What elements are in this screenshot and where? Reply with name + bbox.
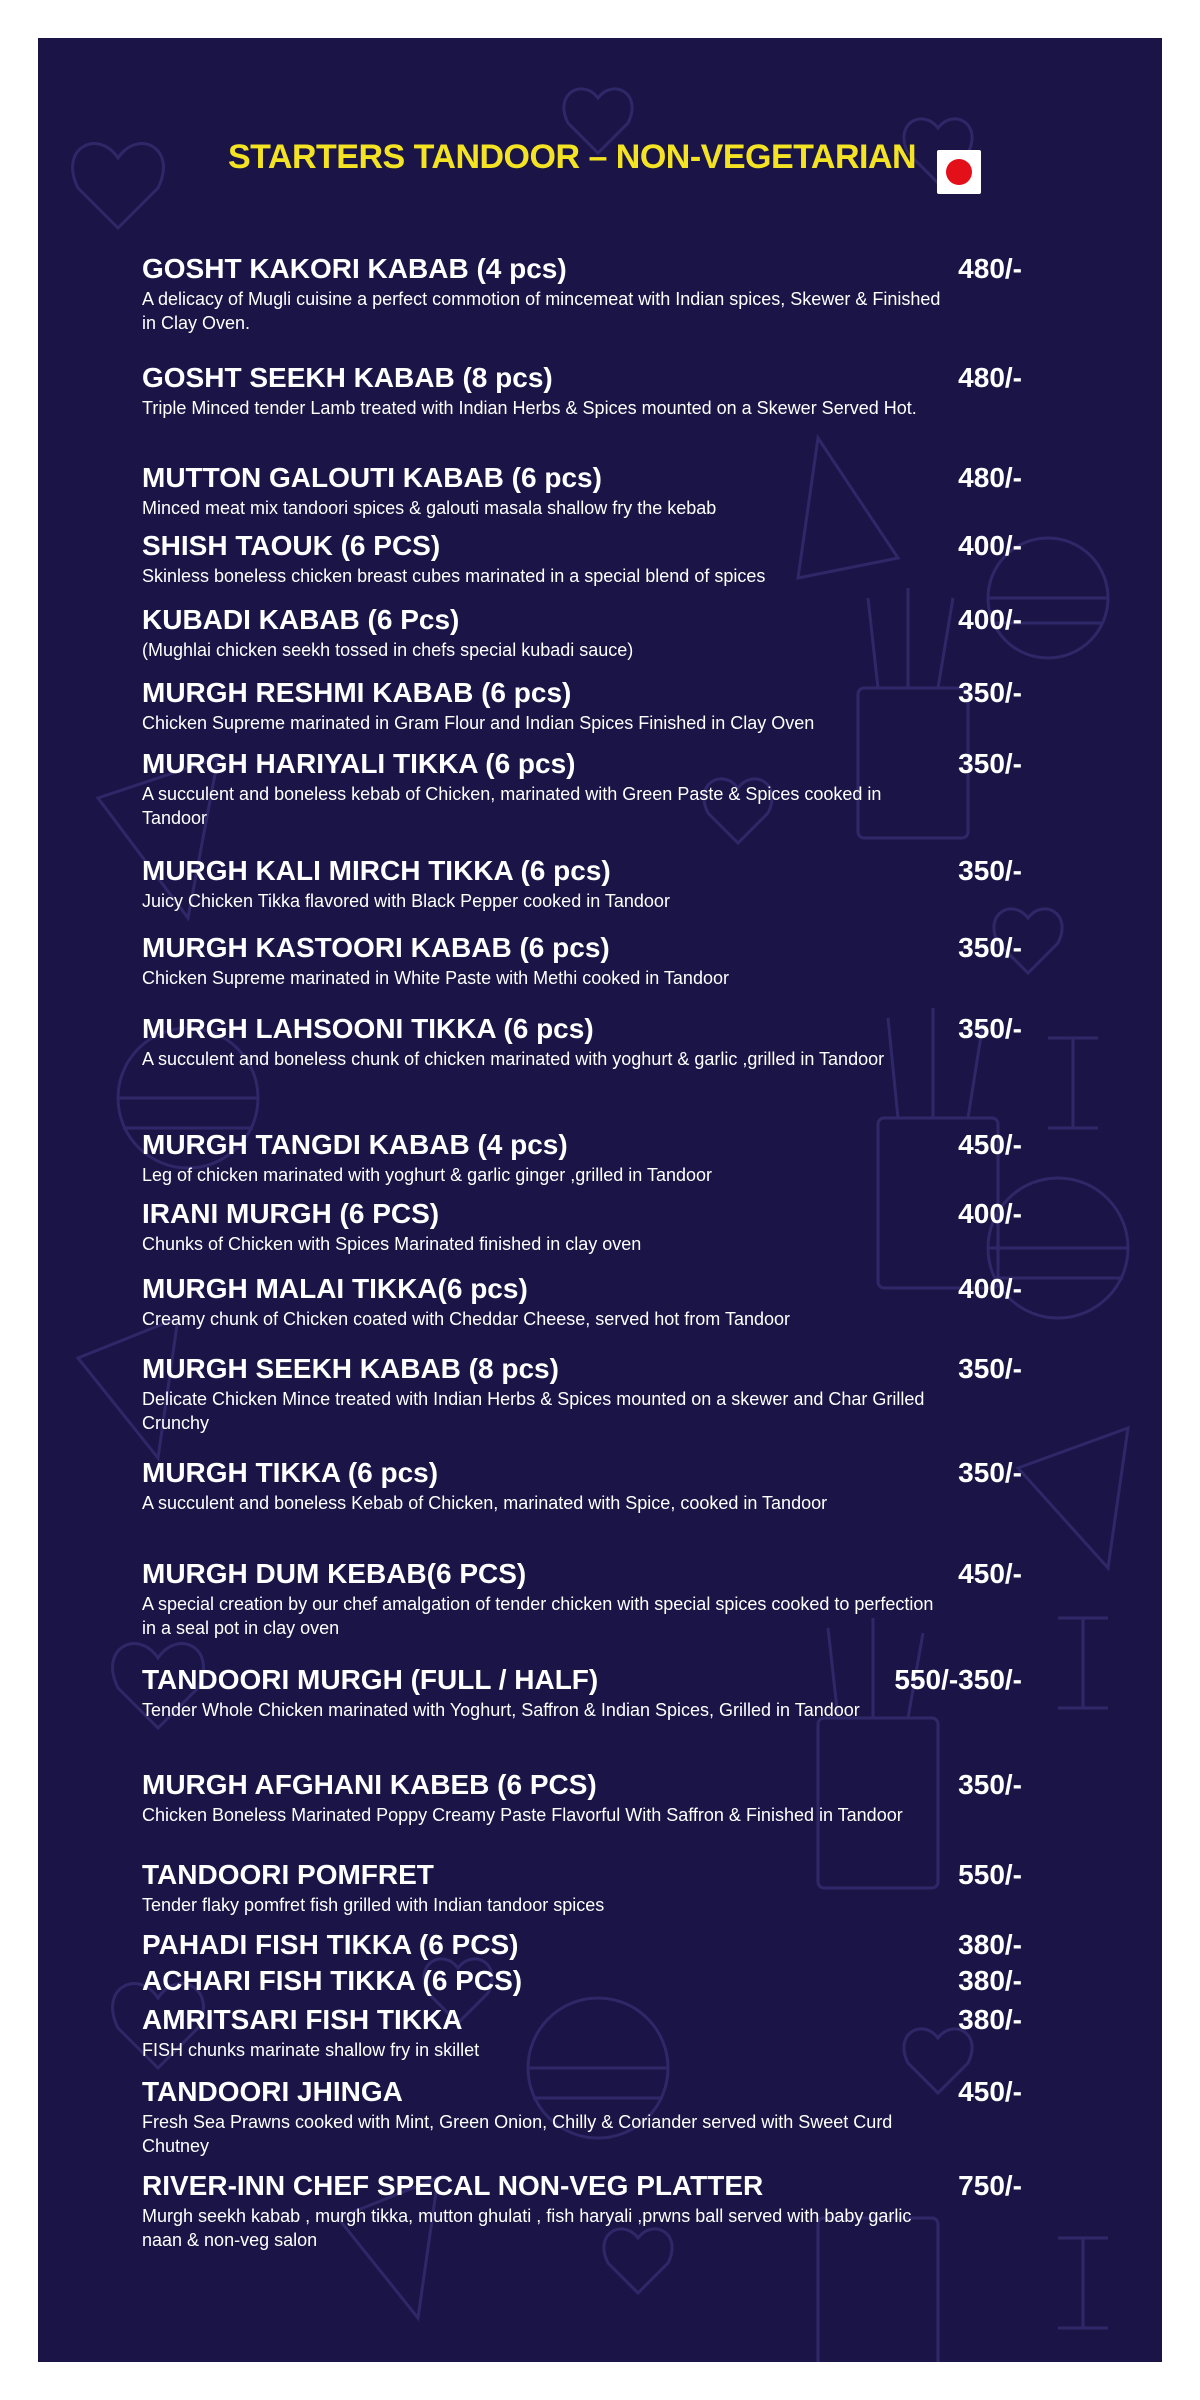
item-description: Chicken Supreme marinated in Gram Flour and Indian Spices Finished in Clay Oven	[142, 713, 815, 733]
menu-item	[142, 748, 1022, 830]
item-price: 350/-	[958, 677, 1022, 708]
menu-item	[142, 2004, 1022, 2062]
menu-item	[142, 462, 1022, 520]
menu-item	[142, 253, 1022, 335]
item-name: MURGH AFGHANI KABEB (6 PCS)	[142, 1769, 597, 1800]
item-name: MURGH LAHSOONI TIKKA (6 pcs)	[142, 1013, 594, 1044]
item-description: Juicy Chicken Tikka flavored with Black Pepper cooked in Tandoor	[142, 891, 670, 911]
menu-item	[142, 604, 1022, 662]
menu-item	[142, 1929, 1022, 1961]
menu-item	[142, 1273, 1022, 1331]
menu-item	[142, 1664, 1022, 1722]
item-description: (Mughlai chicken seekh tossed in chefs special kubadi sauce)	[142, 640, 634, 660]
item-description: FISH chunks marinate shallow fry in skillet	[142, 2040, 480, 2060]
item-description: Skinless boneless chicken breast cubes marinated in a special blend of spices	[142, 566, 766, 586]
item-name: MURGH SEEKH KABAB (8 pcs)	[142, 1353, 559, 1384]
item-name: GOSHT KAKORI KABAB (4 pcs)	[142, 253, 567, 284]
menu-item	[142, 1769, 1022, 1827]
menu-item	[142, 932, 1022, 990]
item-price: 350/-	[958, 855, 1022, 886]
item-description: A succulent and boneless kebab of Chicken, marinated with Green Paste & Spices cooked in Tandoor	[142, 784, 882, 828]
item-description: Leg of chicken marinated with yoghurt & garlic ginger ,grilled in Tandoor	[142, 1165, 712, 1185]
menu-item	[142, 1457, 1022, 1515]
item-name: SHISH TAOUK (6 PCS)	[142, 530, 441, 561]
item-price: 350/-	[958, 1013, 1022, 1044]
menu-item	[142, 1129, 1022, 1187]
item-name: MUTTON GALOUTI KABAB (6 pcs)	[142, 462, 602, 493]
item-price: 450/-	[958, 1558, 1022, 1589]
item-description: Tender flaky pomfret fish grilled with Indian tandoor spices	[142, 1895, 605, 1915]
item-price: 550/-350/-	[894, 1664, 1022, 1695]
item-description: Minced meat mix tandoori spices & galouti masala shallow fry the kebab	[142, 498, 717, 518]
item-price: 400/-	[958, 1198, 1022, 1229]
item-name: MURGH DUM KEBAB(6 PCS)	[142, 1558, 527, 1589]
menu-item	[142, 1198, 1022, 1256]
menu-item	[142, 855, 1022, 913]
item-name: ACHARI FISH TIKKA (6 PCS)	[142, 1965, 523, 1996]
menu-item	[142, 1013, 1022, 1071]
item-price: 400/-	[958, 530, 1022, 561]
item-name: MURGH KALI MIRCH TIKKA (6 pcs)	[142, 855, 611, 886]
item-description: Triple Minced tender Lamb treated with Indian Herbs & Spices mounted on a Skewer Served Hot.	[142, 398, 917, 418]
item-name: AMRITSARI FISH TIKKA	[142, 2004, 463, 2035]
menu-item	[142, 2076, 1022, 2158]
menu-item	[142, 530, 1022, 588]
item-price: 350/-	[958, 1457, 1022, 1488]
menu-item	[142, 677, 1022, 735]
item-description: A succulent and boneless Kebab of Chicken, marinated with Spice, cooked in Tandoor	[142, 1493, 828, 1513]
item-description: Delicate Chicken Mince treated with Indian Herbs & Spices mounted on a skewer and Char Grilled Crunchy	[142, 1389, 925, 1433]
item-description: Fresh Sea Prawns cooked with Mint, Green Onion, Chilly & Coriander served with Sweet Curd Chutney	[142, 2112, 893, 2156]
item-name: RIVER-INN CHEF SPECAL NON-VEG PLATTER	[142, 2170, 764, 2201]
menu-title: STARTERS TANDOOR – NON-VEGETARIAN	[228, 138, 917, 176]
item-name: GOSHT SEEKH KABAB (8 pcs)	[142, 362, 553, 393]
item-price: 450/-	[958, 2076, 1022, 2107]
item-name: TANDOORI POMFRET	[142, 1859, 434, 1890]
menu-item	[142, 2170, 1022, 2252]
item-price: 750/-	[958, 2170, 1022, 2201]
item-description: Chunks of Chicken with Spices Marinated finished in clay oven	[142, 1234, 642, 1254]
non-veg-dot-icon	[937, 150, 981, 194]
item-description: Chicken Supreme marinated in White Paste with Methi cooked in Tandoor	[142, 968, 729, 988]
item-name: PAHADI FISH TIKKA (6 PCS)	[142, 1929, 519, 1960]
menu-item	[142, 1965, 1022, 1997]
item-price: 350/-	[958, 748, 1022, 779]
item-name: TANDOORI MURGH (FULL / HALF)	[142, 1664, 599, 1695]
item-price: 380/-	[958, 1965, 1022, 1996]
item-price: 350/-	[958, 932, 1022, 963]
menu-item	[142, 362, 1022, 420]
item-name: MURGH HARIYALI TIKKA (6 pcs)	[142, 748, 576, 779]
item-description: Chicken Boneless Marinated Poppy Creamy Paste Flavorful With Saffron & Finished in Tandoor	[142, 1805, 903, 1825]
menu-item	[142, 1558, 1022, 1640]
item-price: 380/-	[958, 1929, 1022, 1960]
item-description: A delicacy of Mugli cuisine a perfect commotion of mincemeat with Indian spices, Skewer & Finished in Clay Oven.	[142, 289, 941, 333]
item-description: Murgh seekh kabab , murgh tikka, mutton ghulati , fish haryali ,prwns ball served with baby garlic naan & non-veg salon	[142, 2206, 912, 2250]
item-name: MURGH TIKKA (6 pcs)	[142, 1457, 439, 1488]
item-name: TANDOORI JHINGA	[142, 2076, 403, 2107]
item-price: 480/-	[958, 253, 1022, 284]
item-price: 400/-	[958, 1273, 1022, 1304]
item-price: 480/-	[958, 462, 1022, 493]
menu-item	[142, 1859, 1022, 1917]
item-name: MURGH RESHMI KABAB (6 pcs)	[142, 677, 572, 708]
item-price: 350/-	[958, 1769, 1022, 1800]
item-name: MURGH KASTOORI KABAB (6 pcs)	[142, 932, 610, 963]
item-price: 550/-	[958, 1859, 1022, 1890]
item-description: A special creation by our chef amalgation of tender chicken with special spices cooked to perfection in a seal pot in clay oven	[142, 1594, 934, 1638]
item-description: Creamy chunk of Chicken coated with Cheddar Cheese, served hot from Tandoor	[142, 1309, 791, 1329]
item-name: KUBADI KABAB (6 Pcs)	[142, 604, 460, 635]
item-name: MURGH MALAI TIKKA(6 pcs)	[142, 1273, 528, 1304]
item-description: A succulent and boneless chunk of chicken marinated with yoghurt & garlic ,grilled in Tandoor	[142, 1049, 885, 1069]
item-price: 480/-	[958, 362, 1022, 393]
item-name: IRANI MURGH (6 PCS)	[142, 1198, 440, 1229]
item-price: 450/-	[958, 1129, 1022, 1160]
item-price: 400/-	[958, 604, 1022, 635]
item-price: 350/-	[958, 1353, 1022, 1384]
menu-item	[142, 1353, 1022, 1435]
item-description: Tender Whole Chicken marinated with Yoghurt, Saffron & Indian Spices, Grilled in Tandoor	[142, 1700, 860, 1720]
item-name: MURGH TANGDI KABAB (4 pcs)	[142, 1129, 568, 1160]
item-price: 380/-	[958, 2004, 1022, 2035]
